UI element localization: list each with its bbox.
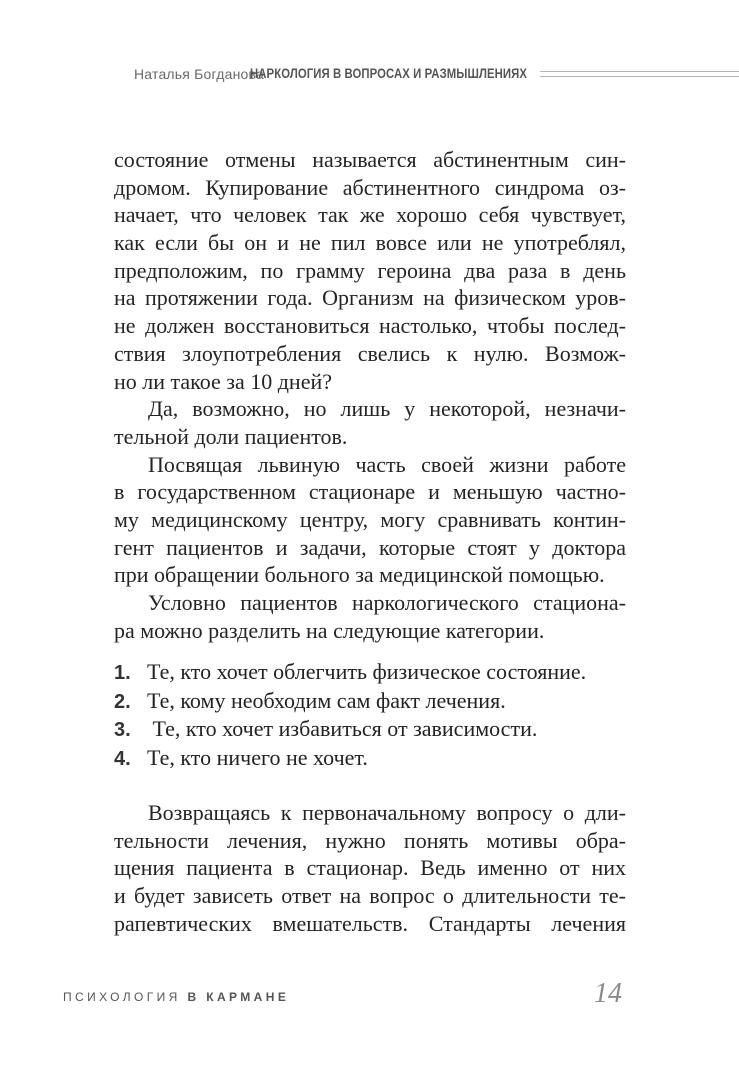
list-item	[114, 715, 626, 744]
text-line: Возвращаясь к первоначальному вопросу о дли-	[148, 800, 626, 825]
body-text-block-1	[114, 146, 626, 644]
text-line: му медицинскому центру, могу сравнивать контин-	[114, 506, 626, 532]
numbered-list	[114, 658, 626, 772]
page-number: 14	[594, 978, 622, 1009]
text-line: не должен восстановиться настолько, чтобы послед-	[114, 313, 626, 339]
footer-series-title	[63, 990, 289, 1004]
list-number: 2.	[114, 690, 131, 713]
list-item	[114, 658, 626, 687]
series-name-light: ПСИХОЛОГИЯ	[63, 990, 181, 1004]
text-line: Посвящая львиную часть своей жизни работе	[148, 451, 626, 477]
running-head	[0, 64, 739, 88]
text-line: ра можно разделить на следующие категории.	[114, 617, 545, 643]
text-line: гент пациентов и задачи, которые стоят у доктора	[114, 534, 626, 560]
list-number: 4.	[114, 747, 131, 770]
text-line: ствия злоупотребления свелись к нулю. Возмож-	[114, 340, 626, 366]
series-name-bold: В КАРМАНЕ	[187, 990, 290, 1004]
text-line: тельной доли пациентов.	[114, 423, 348, 449]
list-number: 1.	[114, 662, 131, 684]
header-author: Наталья Богданова	[134, 66, 264, 82]
text-line: и будет зависеть ответ на вопрос о длительности те-	[114, 883, 626, 909]
list-item	[114, 744, 626, 773]
list-text: Те, кто хочет избавиться от зависимости.	[147, 716, 538, 742]
body-text-block-2	[114, 799, 626, 937]
text-line: рапевтических вмешательств. Стандарты лечения	[114, 910, 626, 936]
list-text: Те, кто ничего не хочет.	[147, 744, 368, 770]
text-line: тельности лечения, нужно понять мотивы обра-	[114, 827, 626, 853]
text-line: в государственном стационаре и меньшую частно-	[114, 479, 626, 505]
text-line: состояние отмены называется абстинентным син-	[114, 147, 626, 172]
text-line: при обращении больного за медицинской помощью.	[114, 562, 605, 588]
list-item	[114, 687, 626, 716]
text-line: как если бы он и не пил вовсе или не употреблял,	[114, 230, 626, 256]
text-line: предположим, по грамму героина два раза в день	[114, 257, 626, 283]
text-line: на протяжении года. Организм на физическом уров-	[114, 285, 626, 311]
header-double-rule	[540, 71, 739, 77]
text-line: Да, возможно, но лишь у некоторой, незначи-	[148, 396, 626, 422]
header-book-title: НАРКОЛОГИЯ В ВОПРОСАХ И РАЗМЫШЛЕНИЯХ	[250, 66, 528, 81]
text-line: щения пациента в стационар. Ведь именно от них	[114, 855, 626, 881]
list-number: 3.	[114, 719, 131, 742]
text-line: начает, что человек так же хорошо себя чувствует,	[114, 202, 626, 228]
list-text: Те, кому необходим сам факт лечения.	[147, 687, 506, 713]
text-line: но ли такое за 10 дней?	[114, 368, 333, 394]
text-line: Условно пациентов наркологического стациона-	[148, 590, 626, 615]
text-line: дромом. Купирование абстинентного синдрома оз-	[114, 174, 626, 200]
list-text: Те, кто хочет облегчить физическое состояние.	[147, 659, 587, 684]
